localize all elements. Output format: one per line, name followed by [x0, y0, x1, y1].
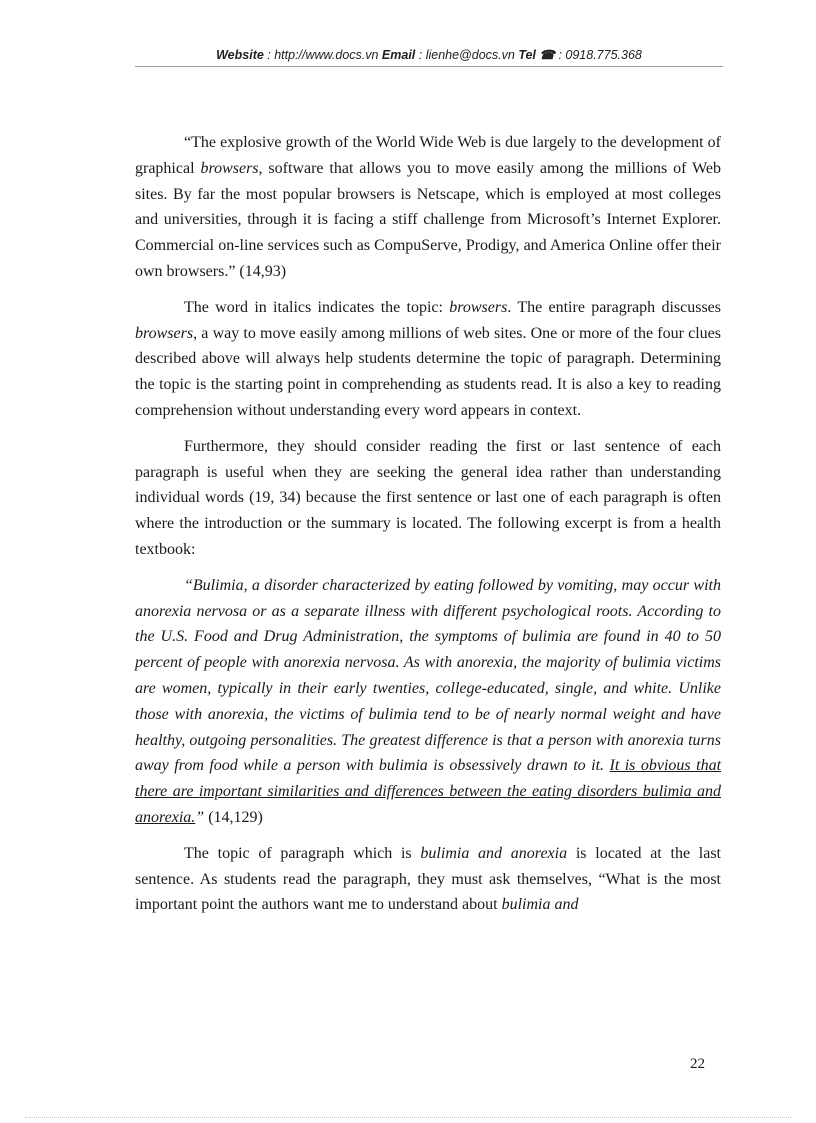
- tel-label: Tel: [518, 48, 536, 62]
- tel-value: : 0918.775.368: [554, 48, 642, 62]
- phone-icon: ☎: [539, 48, 555, 62]
- website-label: Website: [216, 48, 264, 62]
- text-run: The topic of paragraph which is: [184, 844, 421, 862]
- text-run: “The explosive growth of the World Wide Web is due largely to the development of graphical: [135, 134, 721, 177]
- page-bottom-border: [25, 1117, 791, 1118]
- paragraph-bulimia-quote: [135, 573, 721, 831]
- paragraph-first-last-sentence: Furthermore, they should consider reading the first or last sentence of each paragraph is useful when they are seeking the general idea rather than understanding individual words (19, 34) because the first sentence or last one of each paragraph is often where the introduction or the summary is located. The following excerpt is from a health textbook:: [135, 437, 721, 558]
- text-run: The word in italics indicates the topic:: [184, 298, 450, 316]
- paragraph-topic-location: [135, 841, 721, 918]
- document-body: [135, 130, 721, 928]
- italic-term: bulimia and anorexia: [420, 844, 568, 862]
- underlined-topic-sentence: It is obvious that there are important similarities and differences between the eating disorders bulimia and anorexia.: [135, 757, 722, 826]
- text-run: “Bulimia, a disorder characterized by eating followed by vomiting, may occur with anorexia nervosa or as a separate illness with different psychological roots. According to the U.S. Food and Drug Administration, the symptoms of bulimia are found in 40 to 50 percent of people with anorexia nervosa. As with anorexia, the majority of bulimia victims are women, typically in their early twenties, college-educated, single, and white. Unlike those with anorexia, the victims of bulimia tend to be of nearly normal weight and have healthy, outgoing personalities. The greatest difference is that a person with anorexia turns away from food while a person with bulimia is obsessively drawn to it.: [135, 576, 721, 775]
- italic-term: browsers: [200, 159, 259, 177]
- email-value: : lienhe@docs.vn: [415, 48, 519, 62]
- page-number: 22: [690, 1056, 705, 1072]
- text-run: . The entire paragraph discusses: [507, 298, 721, 316]
- email-label: Email: [381, 48, 416, 62]
- website-value: : http://www.docs.vn: [263, 48, 382, 62]
- citation: (14,129): [204, 808, 263, 826]
- header-divider: [135, 66, 723, 67]
- closing-quote: ”: [195, 808, 205, 826]
- text-run: is located at the last sentence. As students read the paragraph, they must ask themselves, “What is the most important point the authors want me to understand about: [135, 844, 722, 914]
- italic-term: browsers: [449, 298, 508, 316]
- paragraph-topic-explanation: [135, 295, 721, 424]
- italic-term: bulimia and: [501, 896, 579, 914]
- text-run: , a way to move easily among millions of web sites. One or more of the four clues described above will always help students determine the topic of paragraph. Determining the topic is the starting point in comprehending as students read. It is also a key to reading comprehension without understanding every word appears in context.: [135, 324, 721, 419]
- page-header: [135, 47, 723, 62]
- italic-term: browsers: [135, 324, 194, 342]
- text-run: , software that allows you to move easily among the millions of Web sites. By far the most popular browsers is Netscape, which is employed at most colleges and universities, through it is facing a stiff challenge from Microsoft’s Internet Explorer. Commercial on-line services such as CompuServe, Prodigy, and America Online offer their own browsers.” (14,93): [135, 159, 722, 280]
- paragraph-web-quote: [135, 130, 721, 285]
